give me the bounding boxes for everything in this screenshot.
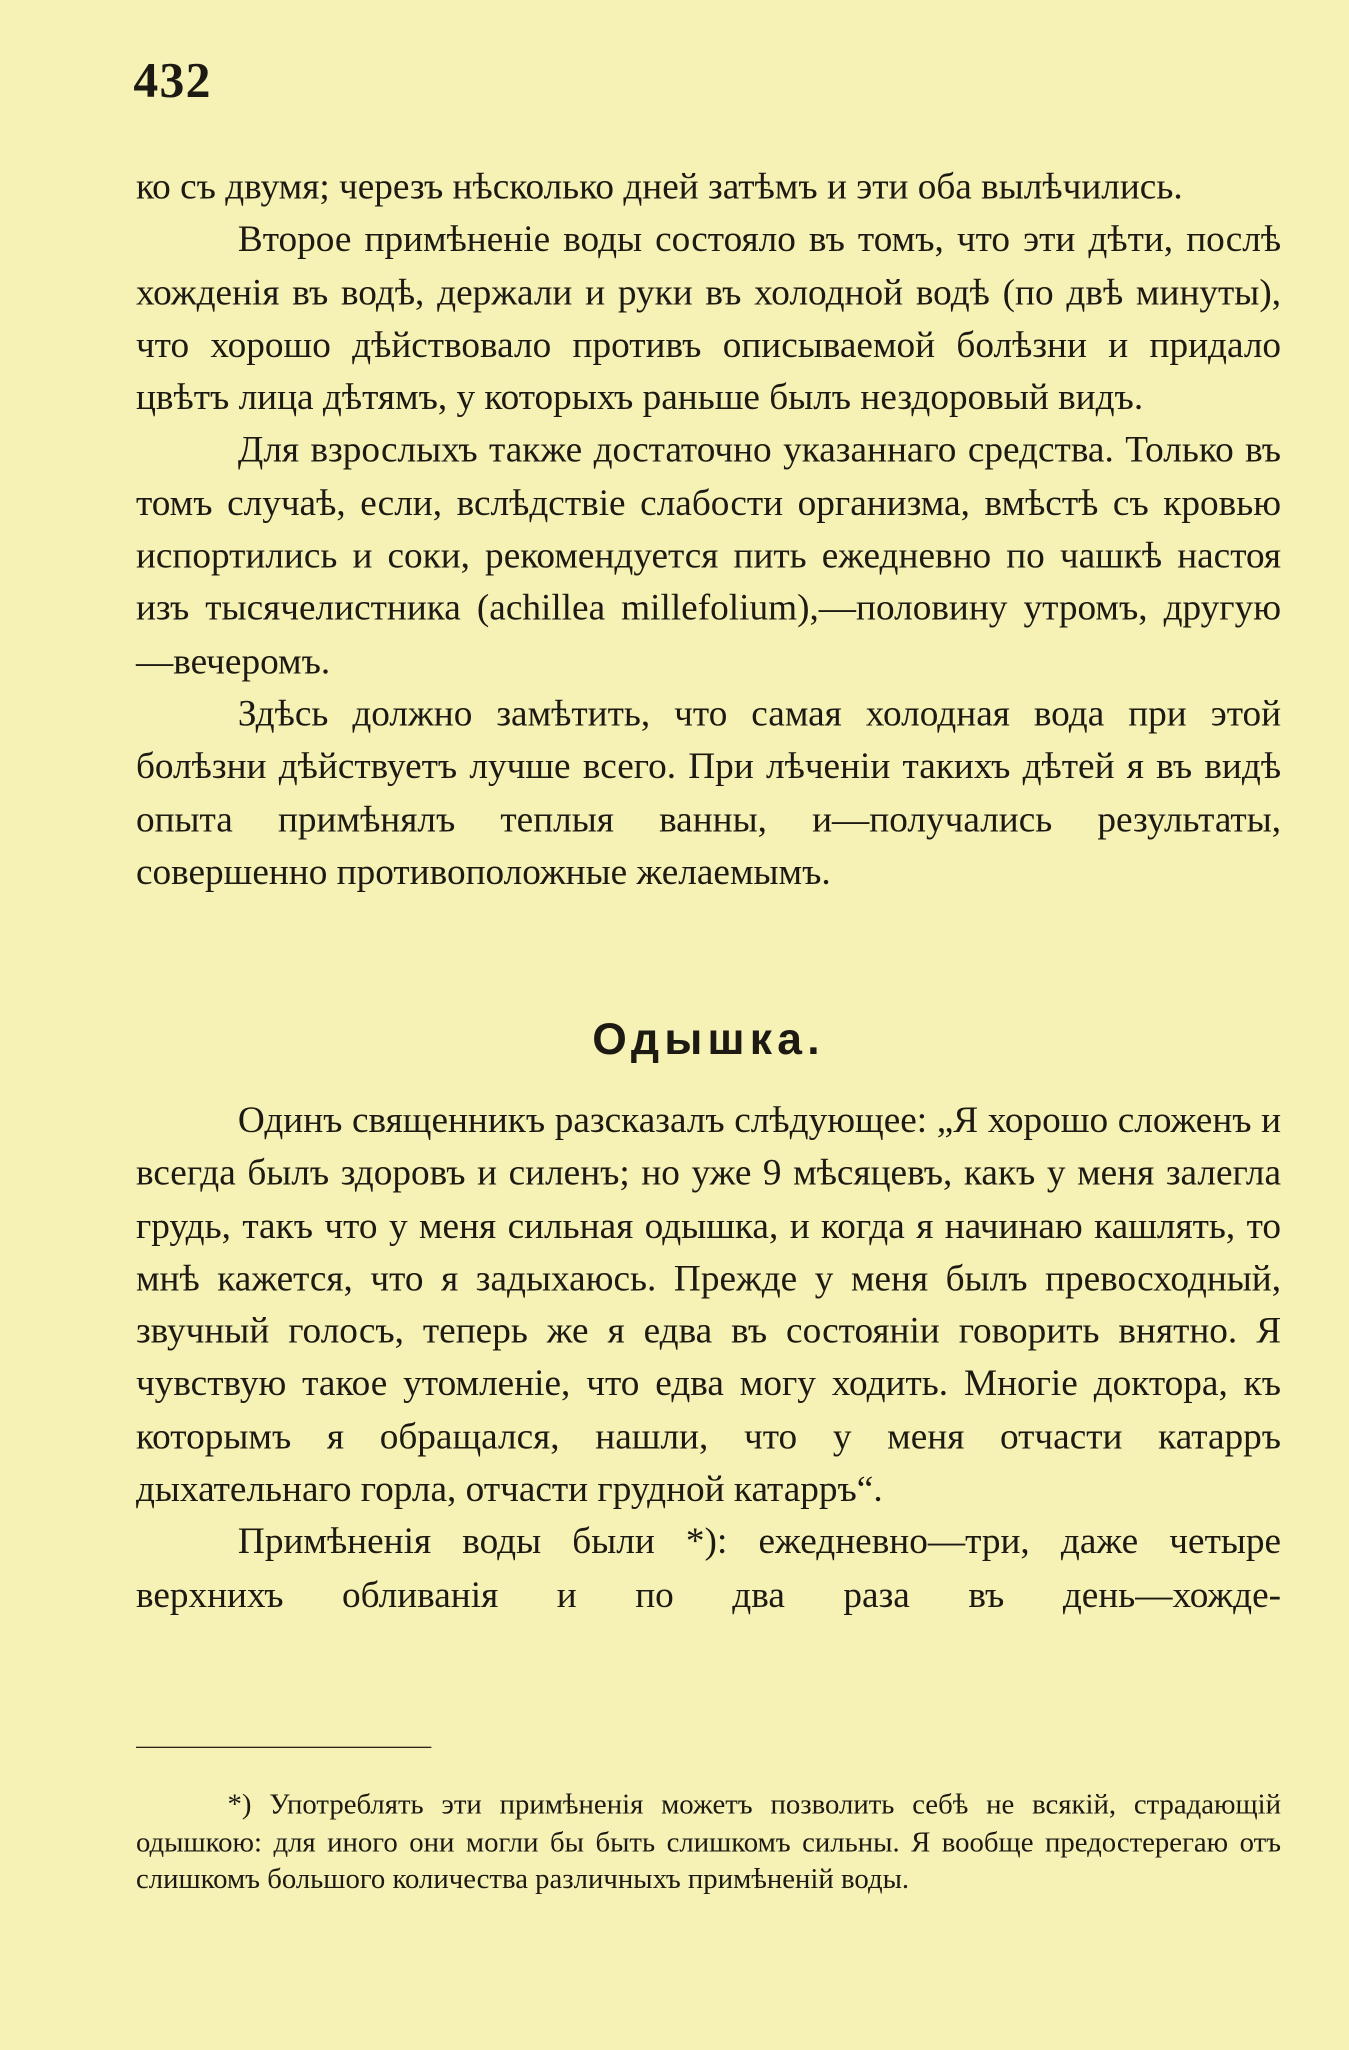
footnote (136, 1786, 1281, 1898)
paragraph-4: Здѣсь должно замѣтить, что самая холодная вода при этой болѣзни дѣйствуетъ лучше всего. При лѣченіи такихъ дѣтей я въ видѣ опыта примѣнялъ теплыя ванны, и—получались результаты, совершенно противоположные желаемымъ. (135, 694, 1282, 893)
paragraph-6: Примѣненія воды были *): ежедневно—три, даже четыре верхнихъ обливанія и по два раза въ день—хожде- (135, 1522, 1282, 1616)
paragraph-1: ко съ двумя; черезъ нѣсколько дней затѣмъ и эти оба вылѣчились. (135, 167, 1183, 208)
section-heading: Одышка. (592, 1014, 825, 1065)
paragraph-5: Одинъ священникъ разсказалъ слѣдующее: „Я хорошо сложенъ и всегда былъ здоровъ и силенъ; но уже 9 мѣсяцевъ, какъ у меня залегла грудь, такъ что у меня сильная одышка, и когда я начинаю кашлять, то мнѣ кажется, что я задыхаюсь. Прежде у меня былъ превосходный, звучный голосъ, теперь же я едва въ состояніи говорить внятно. Я чувствую такое утомленіе, что едва могу ходить. Многіе доктора, къ которымъ я обращался, нашли, что у меня отчасти катарръ дыхательнаго горла, отчасти грудной катарръ“. (135, 1100, 1282, 1511)
paragraph-2: Второе примѣненіе воды состояло въ томъ, что эти дѣти, послѣ хожденія въ водѣ, держали и руки въ холодной водѣ (по двѣ минуты), что хорошо дѣйствовало противъ описываемой болѣзни и придало цвѣтъ лица дѣтямъ, у которыхъ раньше былъ нездоровый видъ. (135, 220, 1282, 419)
footnote-text: *) Употреблять эти примѣненія можетъ позволить себѣ не всякій, страдающій одышкою: для иного они могли бы быть слишкомъ сильны. Я вообще предостерегаю отъ слишкомъ большого количества различныхъ примѣненій воды. (135, 1787, 1282, 1895)
page-number: 432 (133, 53, 212, 109)
footnote-divider (136, 1747, 431, 1748)
body-text-upper (136, 162, 1281, 900)
paragraph-3: Для взрослыхъ также достаточно указаннаго средства. Только въ томъ случаѣ, если, вслѣдствіе слабости организма, вмѣстѣ съ кровью испортились и соки, рекомендуется пить ежедневно по чашкѣ настоя изъ тысячелистника (achillea millefolium),—половину утромъ, другую—вечеромъ. (135, 430, 1282, 683)
body-text-lower (136, 1096, 1281, 1623)
